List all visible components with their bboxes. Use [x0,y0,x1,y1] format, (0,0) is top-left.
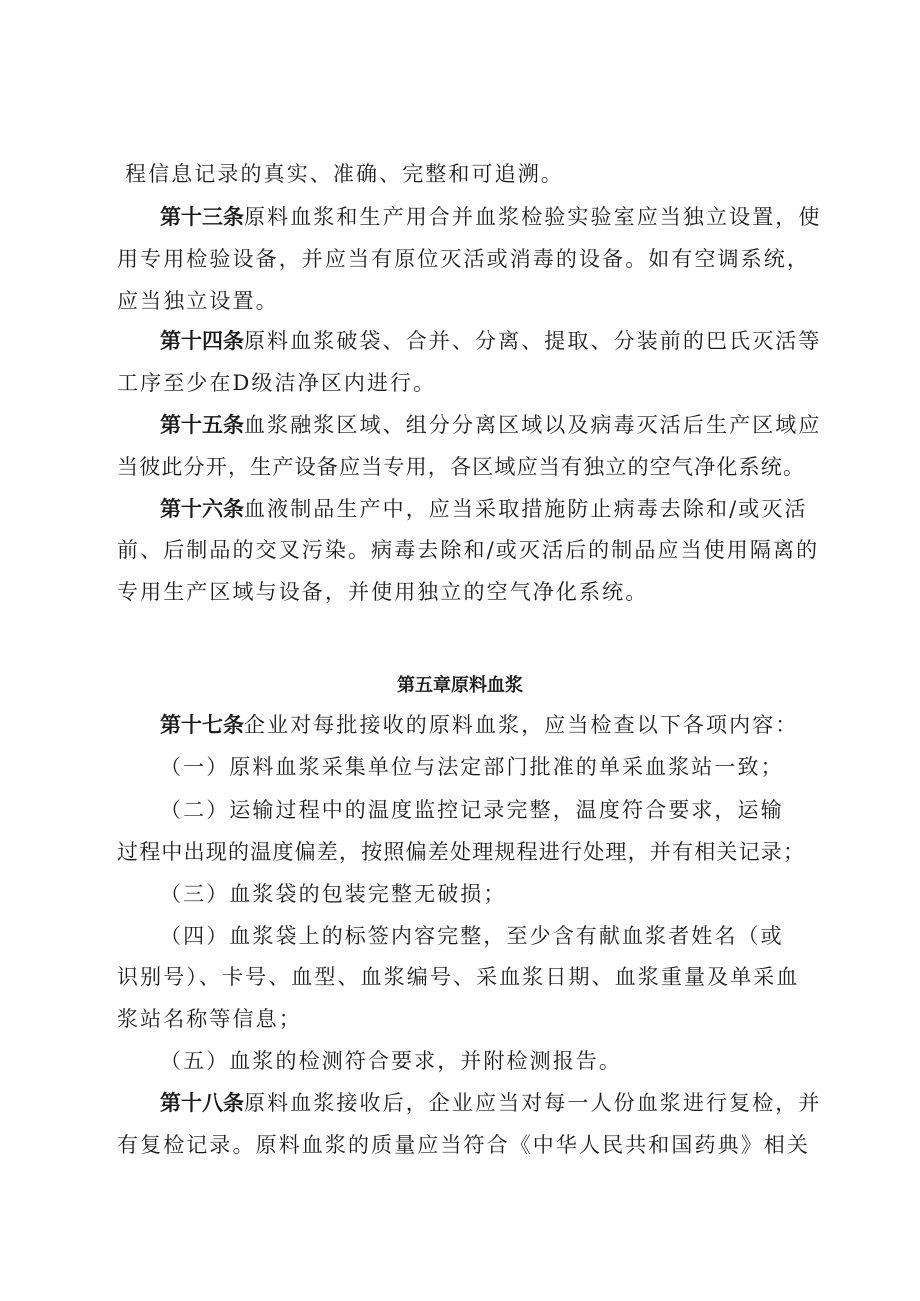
text-line: （二）运输过程中的温度监控记录完整，温度符合要求，运输 [160,798,784,822]
text-line: （一）原料血浆采集单位与法定部门批准的单采血浆站一致； [160,755,784,779]
article-number: 第十八条 [160,1091,244,1115]
text-line: 浆站名称等信息； [117,1007,302,1031]
chapter-title: 第五章原料血浆 [397,675,523,696]
text-line: （五）血浆的检测符合要求，并附检测报告。 [160,1049,622,1073]
text-line: （四）血浆袋上的标签内容完整，至少含有献血浆者姓名（或 [160,924,784,948]
text-line: 有复检记录。原料血浆的质量应当符合《中华人民共和国药典》相关 [117,1133,810,1157]
article-number: 第十四条 [160,329,244,353]
text-line: 前、后制品的交叉污染。病毒去除和/或灭活后的制品应当使用隔离的 [117,538,820,562]
text-line: 过程中出现的温度偏差，按照偏差处理规程进行处理，并有相关记录； [117,840,806,864]
text-line: 第十三条原料血浆和生产用合并血浆检验实验室应当独立设置，使 [160,205,822,229]
text-line: 识别号）、卡号、血型、血浆编号、采血浆日期、血浆重量及单采血 [117,965,800,989]
text-line: 专用生产区域与设备，并使用独立的空气净化系统。 [117,580,649,604]
text-line: 第十八条原料血浆接收后，企业应当对每一人份血浆进行复检，并 [160,1091,822,1115]
text-line: 应当独立设置。 [117,289,279,313]
text-line: 用专用检验设备，并应当有原位灭活或消毒的设备。如有空调系统， [117,247,810,271]
text-line: 当彼此分开，生产设备应当专用，各区域应当有独立的空气净化系统。 [117,455,806,479]
article-number: 第十六条 [160,497,244,521]
article-number: 第十七条 [160,713,244,737]
text-line: 第十七条企业对每批接收的原料血浆，应当检查以下各项内容： [160,713,799,737]
article-number: 第十三条 [160,205,244,229]
text-line: 工序至少在D级洁净区内进行。 [117,371,437,395]
text-line: 程信息记录的真实、准确、完整和可追溯。 [125,162,564,186]
text-line: （三）血浆袋的包装完整无破损； [160,882,507,906]
text-line: 第十五条血浆融浆区域、组分分离区域以及病毒灭活后生产区域应 [160,413,822,437]
article-number: 第十五条 [160,413,244,437]
text-line: 第十六条血液制品生产中，应当采取措施防止病毒去除和/或灭活 [160,497,808,521]
text-line: 第十四条原料血浆破袋、合并、分离、提取、分装前的巴氏灭活等 [160,329,822,353]
